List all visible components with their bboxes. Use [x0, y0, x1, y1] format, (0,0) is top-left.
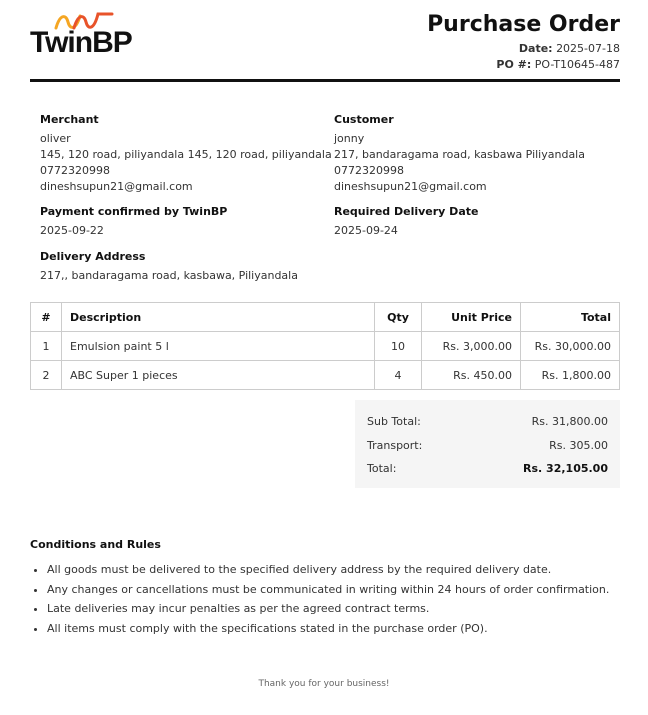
header-divider [30, 79, 620, 82]
row-description: ABC Super 1 pieces [62, 361, 375, 390]
merchant-email: dineshsupun21@gmail.com [40, 180, 193, 193]
merchant-label: Merchant [40, 113, 99, 126]
col-header-unit-price: Unit Price [422, 303, 521, 332]
grand-total-value: Rs. 32,105.00 [523, 462, 608, 475]
delivery-address-label: Delivery Address [40, 250, 146, 263]
required-delivery-date: 2025-09-24 [334, 224, 398, 237]
list-item: • All goods must be delivered to the specified delivery address by the required delivery date. [47, 562, 627, 582]
footer-thanks: Thank you for your business! [258, 679, 390, 689]
totals-box [355, 400, 620, 488]
list-item: • Any changes or cancellations must be communicated in writing within 24 hours of order confirmation. [47, 582, 627, 602]
merchant-details [40, 131, 332, 195]
col-header-description: Description [62, 303, 375, 332]
subtotal-label: Sub Total: [367, 415, 421, 428]
row-num: 1 [31, 332, 62, 361]
customer-address: 217, bandaragama road, kasbawa Piliyandala [334, 148, 585, 161]
po-number-label: PO #: [496, 58, 532, 71]
delivery-address-value: 217,, bandaragama road, kasbawa, Piliyandala [40, 269, 298, 282]
customer-details [334, 131, 585, 195]
customer-label: Customer [334, 113, 394, 126]
table-row [31, 361, 620, 390]
grand-total-label: Total: [367, 462, 397, 475]
po-date-value: 2025-07-18 [556, 42, 620, 55]
row-qty: 10 [375, 332, 422, 361]
row-total: Rs. 1,800.00 [521, 361, 620, 390]
payment-date: 2025-09-22 [40, 224, 104, 237]
customer-email: dineshsupun21@gmail.com [334, 180, 487, 193]
twinbp-logo [30, 10, 130, 60]
table-header-row [31, 303, 620, 332]
row-unit-price: Rs. 3,000.00 [422, 332, 521, 361]
merchant-name: oliver [40, 132, 71, 145]
subtotal-value: Rs. 31,800.00 [531, 415, 608, 428]
list-item: • All items must comply with the specifications stated in the purchase order (PO). [47, 621, 627, 641]
page-title: Purchase Order [427, 12, 620, 37]
po-number [496, 58, 620, 71]
col-header-total: Total [521, 303, 620, 332]
customer-name: jonny [334, 132, 365, 145]
row-description: Emulsion paint 5 l [62, 332, 375, 361]
transport-value: Rs. 305.00 [549, 439, 608, 452]
col-header-qty: Qty [375, 303, 422, 332]
required-delivery-label: Required Delivery Date [334, 205, 479, 218]
customer-phone: 0772320998 [334, 164, 404, 177]
merchant-phone: 0772320998 [40, 164, 110, 177]
row-qty: 4 [375, 361, 422, 390]
table-row [31, 332, 620, 361]
po-date [519, 42, 620, 55]
col-header-num: # [31, 303, 62, 332]
list-item: • Late deliveries may incur penalties as per the agreed contract terms. [47, 601, 627, 621]
row-num: 2 [31, 361, 62, 390]
logo-text: TwinBP [30, 26, 132, 59]
conditions-title: Conditions and Rules [30, 538, 161, 551]
conditions-list [30, 562, 627, 640]
items-table [30, 302, 620, 390]
payment-label: Payment confirmed by TwinBP [40, 205, 228, 218]
row-total: Rs. 30,000.00 [521, 332, 620, 361]
merchant-address: 145, 120 road, piliyandala 145, 120 road, piliyandala [40, 148, 332, 161]
row-unit-price: Rs. 450.00 [422, 361, 521, 390]
transport-label: Transport: [367, 439, 423, 452]
po-date-label: Date: [518, 42, 553, 55]
po-number-value: PO-T10645-487 [534, 58, 620, 71]
